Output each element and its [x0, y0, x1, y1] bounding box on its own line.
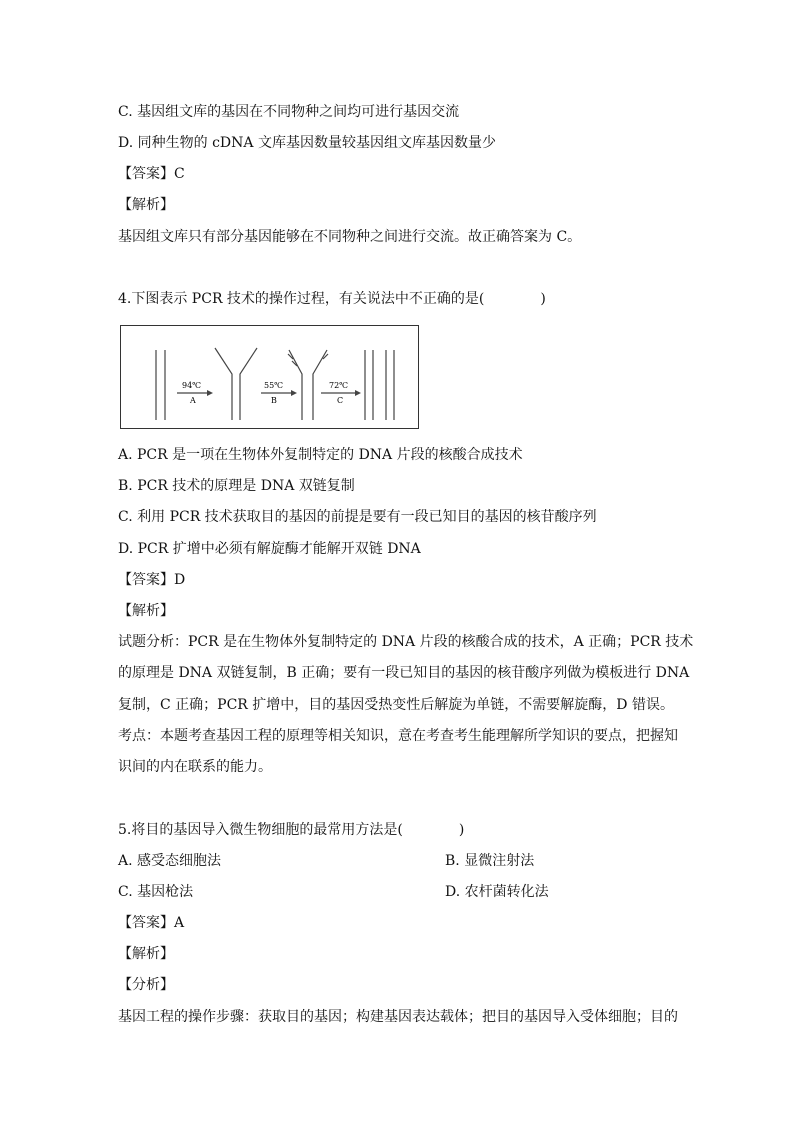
q3-answer: 【答案】C — [118, 166, 185, 182]
step-c-temp: 72℃ — [329, 381, 349, 390]
arrow-head-icon — [355, 390, 361, 396]
pcr-diagram — [120, 325, 419, 429]
step-a-label: A — [190, 396, 196, 405]
strand-line — [313, 350, 327, 420]
q4-analysis-line: 复制，C 正确；PCR 扩增中，目的基因受热变性后解旋为单链，不需要解旋酶，D 错误。 — [118, 697, 674, 713]
arrow-head-icon — [207, 390, 213, 396]
q4-analysis-line: 识间的内在联系的能力。 — [118, 759, 272, 775]
q4-analysis-header: 【解析】 — [118, 603, 174, 619]
strand-line — [289, 350, 302, 420]
q4-analysis-line: 的原理是 DNA 双链复制，B 正确；要有一段已知目的基因的核苷酸序列做为模板进行 DNA — [118, 665, 690, 681]
q4-analysis-line: 考点：本题考查基因工程的原理等相关知识，意在考查考生能理解所学知识的要点，把握知 — [118, 728, 678, 744]
arrow-head-icon — [291, 390, 297, 396]
q4-question: 4.下图表示 PCR 技术的操作过程，有关说法中不正确的是( ) — [118, 291, 546, 307]
q5-question: 5.将目的基因导入微生物细胞的最常用方法是( ) — [118, 822, 465, 838]
q5-option-a: A. 感受态细胞法 — [118, 853, 222, 869]
q4-option-d: D. PCR 扩增中必须有解旋酶才能解开双链 DNA — [118, 541, 421, 557]
step-c-label: C — [337, 396, 344, 405]
q5-option-d: D. 农杆菌转化法 — [445, 884, 549, 900]
q4-answer: 【答案】D — [118, 572, 186, 588]
q5-option-b: B. 显微注射法 — [445, 853, 535, 869]
step-b-label: B — [271, 396, 277, 405]
strand-line — [240, 348, 257, 420]
q3-option-d: D. 同种生物的 cDNA 文库基因数量较基因组文库基因数量少 — [118, 135, 496, 151]
step-a-temp: 94℃ — [182, 381, 202, 390]
q4-analysis-line: 试题分析：PCR 是在生物体外复制特定的 DNA 片段的核酸合成的技术，A 正确；PCR 技术 — [118, 634, 694, 650]
q4-option-a: A. PCR 是一项在生物体外复制特定的 DNA 片段的核酸合成技术 — [118, 447, 523, 463]
q5-option-c: C. 基因枪法 — [118, 884, 194, 900]
step-b-temp: 55℃ — [264, 381, 284, 390]
q5-answer: 【答案】A — [118, 915, 185, 931]
pcr-diagram-svg — [121, 326, 420, 430]
q5-analysis-sub: 【分析】 — [118, 977, 174, 993]
q4-option-b: B. PCR 技术的原理是 DNA 双链复制 — [118, 478, 355, 494]
q3-analysis: 基因组文库只有部分基因能够在不同物种之间进行交流。故正确答案为 C。 — [118, 229, 582, 245]
q5-analysis: 基因工程的操作步骤：获取目的基因；构建基因表达载体；把目的基因导入受体细胞；目的 — [118, 1009, 678, 1025]
q5-analysis-header: 【解析】 — [118, 946, 174, 962]
q3-analysis-header: 【解析】 — [118, 197, 174, 213]
q3-option-c: C. 基因组文库的基因在不同物种之间均可进行基因交流 — [118, 104, 460, 120]
q4-option-c: C. 利用 PCR 技术获取目的基因的前提是要有一段已知目的基因的核苷酸序列 — [118, 509, 597, 525]
strand-line — [215, 348, 232, 420]
